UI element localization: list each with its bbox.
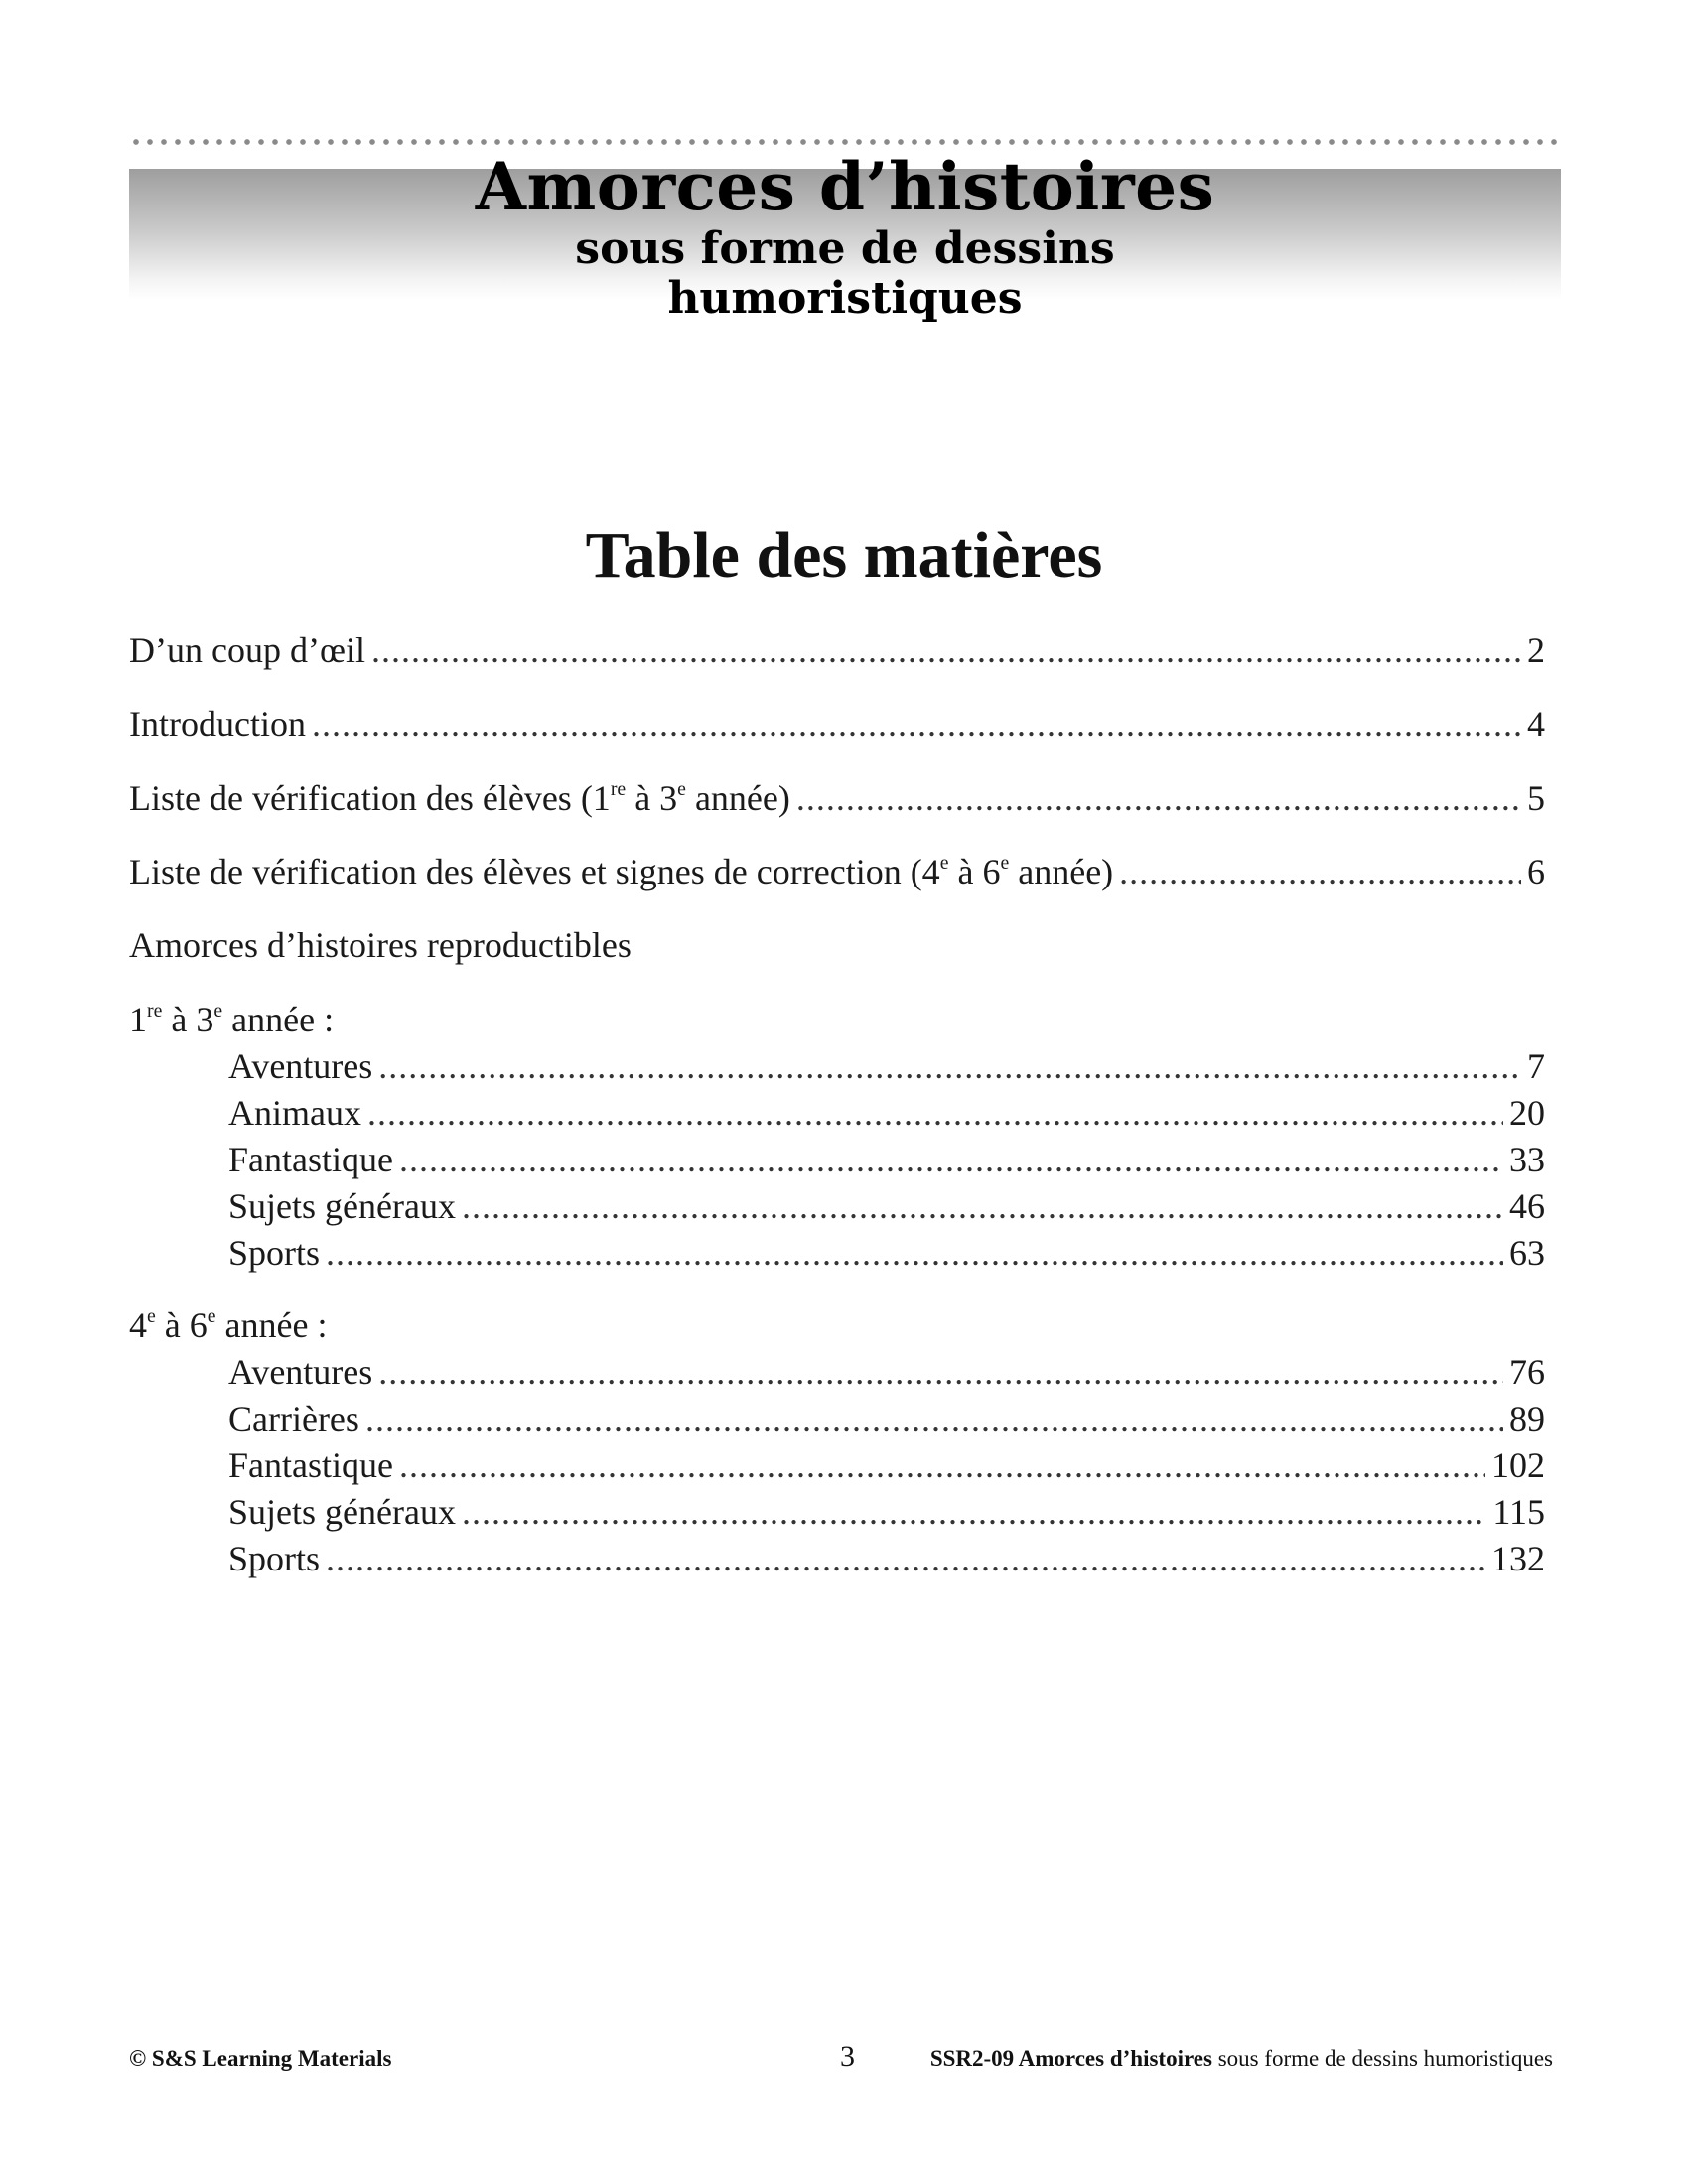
dot-leader [371,626,1521,674]
toc-item: Animaux ..... 20 [228,1089,1545,1137]
toc-item: Aventures ..... 7 [228,1042,1545,1090]
book-title-line2: sous forme de dessins [575,223,1115,274]
toc-item: Sujets généraux ..... 46 [228,1182,1545,1230]
toc-item: Sujets généraux ..... 115 [228,1488,1545,1536]
book-title-line1: Amorces d’histoires [475,148,1215,225]
toc-group-heading-4-6: 4e à 6e année : [129,1305,328,1345]
dot-leader [1119,848,1521,895]
toc-item: Carrières ..... 89 [228,1395,1545,1442]
toc-entry-checklist-1-3: Liste de vérification des élèves (1re à 3e année) ..... 5 [129,774,1545,822]
toc-entry-checklist-4-6: Liste de vérification des élèves et signes de correction (4e à 6e année) ..... 6 [129,848,1545,895]
toc-title: Table des matières [585,519,1103,592]
toc-entry-introduction: Introduction ..... 4 [129,700,1545,748]
book-title [129,149,1561,324]
footer-copyright: © S&S Learning Materials [129,2046,392,2071]
footer-page-number: 3 [840,2040,855,2073]
toc-group-heading-1-3: 1re à 3e année : [129,1000,335,1039]
toc-item: Fantastique ..... 102 [228,1441,1545,1489]
toc-item: Fantastique ..... 33 [228,1136,1545,1183]
dotted-rule [129,137,1561,147]
dot-leader [796,774,1521,822]
book-title-line3: humoristiques [667,273,1023,324]
toc-item: Aventures ..... 76 [228,1348,1545,1396]
toc-item: Sports ..... 132 [228,1535,1545,1582]
footer-book-reference: SSR2-09 Amorces d’histoires sous forme de dessins humoristiques [929,2046,1553,2071]
toc-entry-coup-doeil: D’un coup d’œil ..... 2 [129,626,1545,674]
dot-leader [312,700,1521,748]
toc-item: Sports ..... 63 [228,1229,1545,1277]
toc-section-heading: Amorces d’histoires reproductibles [129,925,632,965]
